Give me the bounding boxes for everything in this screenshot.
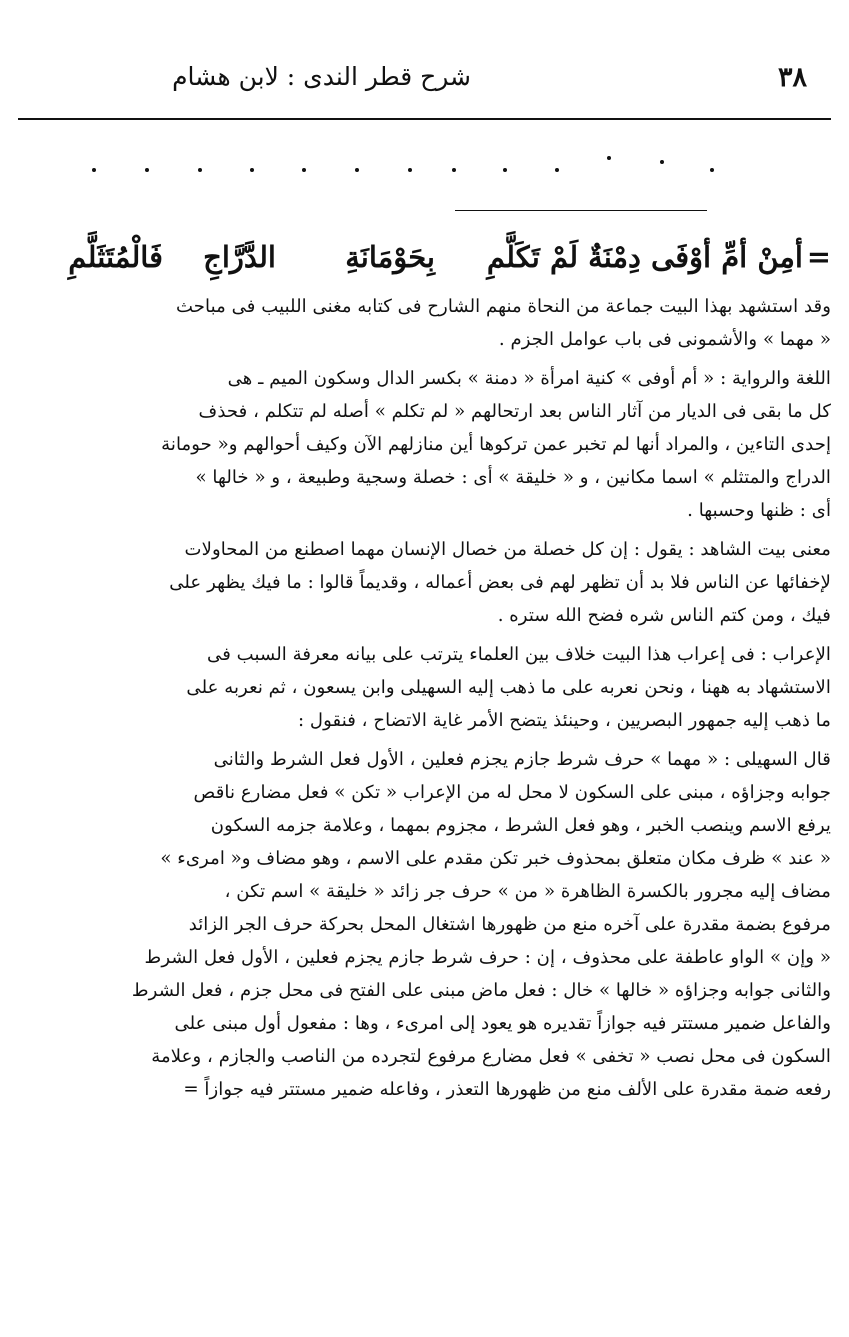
text-line: وقد استشهد بهذا البيت جماعة من النحاة منهم الشارح فى كتابه مغنى اللبيب فى مباحث (175, 296, 831, 317)
verse-line (18, 234, 831, 292)
text-line: قال السهيلى : « مهما » حرف شرط جازم يجزم فعلين ، الأول فعل الشرط والثانى (213, 749, 831, 770)
paragraph (18, 638, 831, 737)
paragraph (18, 533, 831, 632)
text-line: « عند » ظرف مكان متعلق بمحذوف خبر تكن مقدم على الاسم ، وهو مضاف و« امرىء » (160, 848, 831, 869)
text-line: فيك ، ومن كتم الناس شره فضح الله ستره . (497, 605, 831, 626)
text-line: جوابه وجزاؤه ، مبنى على السكون لا محل له من الإعراب « تكن » فعل مضارع ناقص (193, 782, 831, 803)
text-line: رفعه ضمة مقدرة على الألف منع من ظهورها التعذر ، وفاعله ضمير مستتر فيه جوازاً = (183, 1079, 831, 1100)
ellipsis-dot (660, 160, 664, 164)
text-line: يرفع الاسم وينصب الخبر ، وهو فعل الشرط ، مجزوم بمهما ، وعلامة جزمه السكون (210, 815, 831, 836)
ellipsis-dot (355, 168, 359, 172)
text-line: الدراج والمتثلم » اسما مكانين ، و « خليقة » أى : خصلة وسجية وطبيعة ، و « خالها » (195, 467, 831, 488)
running-title: شرح قطر الندى : لابن هشام (172, 62, 471, 91)
paragraph (18, 743, 831, 1106)
text-line: « مهما » والأشمونى فى باب عوامل الجزم . (498, 329, 831, 350)
text-line: والفاعل ضمير مستتر فيه جوازاً تقديره هو يعود إلى امرىء ، وها : مفعول أول مبنى على (174, 1013, 831, 1034)
ellipsis-dot (250, 168, 254, 172)
verse-continuation-mark: = (806, 240, 831, 274)
text-line: الاستشهاد به ههنا ، ونحن نعربه على ما ذهب إليه السهيلى وابن يسعون ، ثم نعربه على (186, 677, 831, 698)
text-line: ما ذهب إليه جمهور البصريين ، وحينئذ يتضح الأمر غاية الاتضاح ، فنقول : (298, 710, 831, 731)
ellipsis-dots (0, 145, 849, 175)
header-rule (18, 118, 831, 120)
text-line: أى : ظنها وحسبها . (687, 500, 831, 521)
verse-segment: بِحَوْمَانَةِ (345, 240, 435, 274)
text-line: لإخفائها عن الناس فلا بد أن تظهر لهم فى بعض أعماله ، وقديماً قالوا : ما فيك يظهر على (169, 572, 831, 593)
footnote-rule (455, 210, 707, 211)
page-header (18, 62, 831, 114)
paragraph (18, 362, 831, 527)
ellipsis-dot (503, 168, 507, 172)
page-number: ٣٨ (777, 62, 807, 93)
ellipsis-dot (408, 168, 412, 172)
main-text (18, 290, 831, 1106)
text-line: مضاف إليه مجرور بالكسرة الظاهرة « من » حرف جر زائد « خليقة » اسم تكن ، (224, 881, 831, 902)
ellipsis-dot (92, 168, 96, 172)
text-line: اللغة والرواية : « أم أوفى » كنية امرأة « دمنة » بكسر الدال وسكون الميم ـ هى (227, 368, 831, 389)
text-line: السكون فى محل نصب « تخفى » فعل مضارع مرفوع لتجرده من الناصب والجازم ، وعلامة (151, 1046, 831, 1067)
ellipsis-dot (452, 168, 456, 172)
text-line: « وإن » الواو عاطفة على محذوف ، إن : حرف شرط جازم يجزم فعلين ، الأول فعل الشرط (144, 947, 831, 968)
text-line: مرفوع بضمة مقدرة على آخره منع من ظهورها اشتغال المحل بحركة حرف الجر الزائد (188, 914, 831, 935)
verse-segment: الدَّرَّاجِ (203, 240, 276, 274)
verse-segment: أمِنْ أمِّ أوْفَى دِمْنَةٌ لَمْ تَكَلَّمِ (486, 240, 803, 274)
text-line: والثانى جوابه وجزاؤه « خالها » خال : فعل ماض مبنى على الفتح فى محل جزم ، فعل الشرط (131, 980, 831, 1001)
ellipsis-dot (555, 168, 559, 172)
ellipsis-dot (302, 168, 306, 172)
ellipsis-dot (145, 168, 149, 172)
paragraph (18, 290, 831, 356)
ellipsis-dot (198, 168, 202, 172)
text-line: معنى بيت الشاهد : يقول : إن كل خصلة من خصال الإنسان مهما اصطنع من المحاولات (184, 539, 831, 560)
ellipsis-dot (710, 168, 714, 172)
text-line: إحدى التاءين ، والمراد أنها لم تخبر عمن تركوها أين منازلهم الآن وكيف أحوالهم و« حومانة (161, 434, 831, 455)
verse-segment: فَالْمُتَثَلَّمِ (68, 240, 163, 274)
text-line: كل ما بقى فى الديار من آثار الناس بعد ارتحالهم « لم تكلم » أصله لم تتكلم ، فحذف (198, 401, 831, 422)
ellipsis-dot (607, 156, 611, 160)
text-line: الإعراب : فى إعراب هذا البيت خلاف بين العلماء يترتب على بيانه معرفة السبب فى (207, 644, 831, 665)
